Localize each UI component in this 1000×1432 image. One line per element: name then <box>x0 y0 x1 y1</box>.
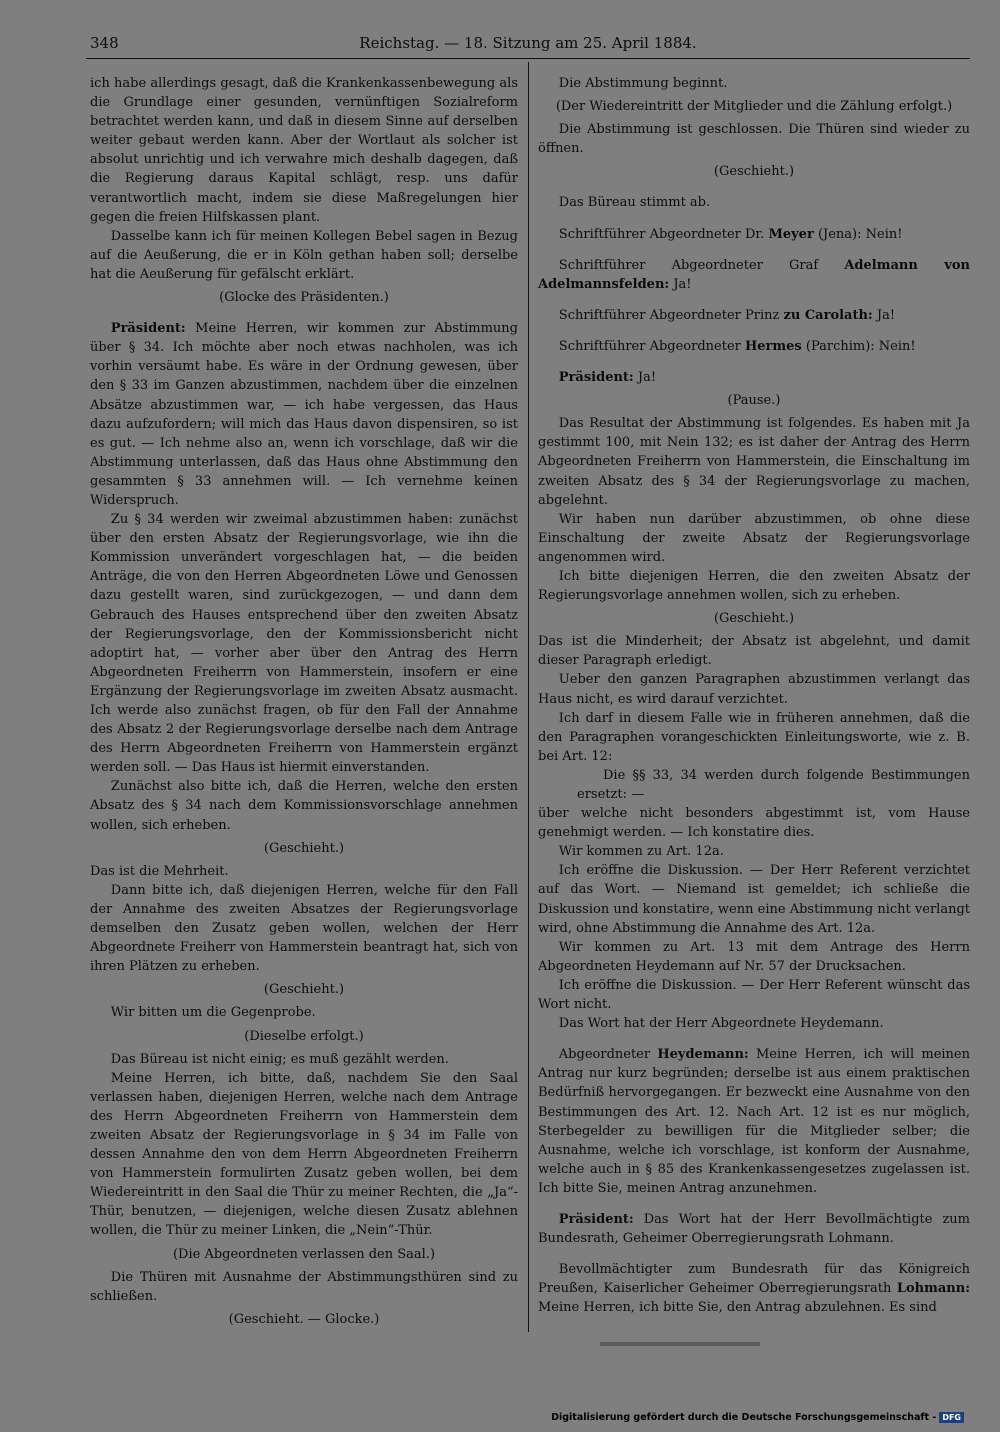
paragraph: Dasselbe kann ich für meinen Kollegen Bebel sagen in Bezug auf die Aeußerung, die er in Köln gethan haben soll; derselbe hat die Aeußerung für gefälscht erklärt. <box>90 228 518 282</box>
paragraph: Zu § 34 werden wir zweimal abzustimmen haben: zunächst über den ersten Absatz der Regierungsvorlage, wie ihn die Kommission unverändert vorgeschlagen hat, — die beiden Anträge, die von den Herren Abgeordneten Löwe und Genossen dazu gestellt waren, sind zurückgezogen, — und dann dem Gebrauch des Hauses entsprechend über den zweiten Absatz der Regierungsvorlage, den der Kommissionsbericht nicht adoptirt hat, — vorher aber über den Antrag des Herrn Abgeordneten Freiherrn von Hammerstein, insofern er eine Ergänzung der Regierungsvorlage im zweiten Absatz ausmacht. Ich werde also zunächst fragen, ob für den Fall der Annahme des Absatz 2 der Regierungsvorlage derselbe nach dem Antrage des Herrn Abgeordneten Freiherrn von Hammerstein ergänzt werden soll. — Das Haus ist hiermit einverstanden. <box>90 512 518 776</box>
stage-direction: (Geschieht.) <box>263 982 345 998</box>
paragraph: Die Thüren mit Ausnahme der Abstimmungsthüren sind zu schließen. <box>90 1269 518 1304</box>
page-header <box>86 34 970 60</box>
speech-president <box>538 1210 970 1248</box>
paragraph: Dann bitte ich, daß diejenigen Herren, welche für den Fall der Annahme des zweiten Absatzes der Regierungsvorlage demselben den Zusatz geben wollen, welchen der Herr Abgeordnete Freiherr von Hammerstein beantragt hat, sich von ihren Plätzen zu erheben. <box>90 882 518 975</box>
page-number: 348 <box>90 34 119 52</box>
stage-direction: (Geschieht.) <box>713 611 795 627</box>
paragraph: Ich eröffne die Diskussion. — Der Herr Referent wünscht das Wort nicht. <box>538 977 970 1013</box>
speaker-title: Abgeordneter <box>558 1047 658 1063</box>
paragraph: Ich darf in diesem Falle wie in früheren annehmen, daß die den Paragraphen vorangeschickten Einleitungsworte, wie z. B. bei Art. 12: <box>538 710 970 764</box>
paragraph: Das ist die Minderheit; der Absatz ist abgelehnt, und damit dieser Paragraph erledigt. <box>538 634 970 669</box>
member-name: Meyer <box>768 226 814 242</box>
paragraph: Die Abstimmung ist geschlossen. Die Thüren sind wieder zu öffnen. <box>538 122 970 157</box>
running-title: Reichstag. — 18. Sitzung am 25. April 1884. <box>359 34 697 52</box>
stage-direction: (Geschieht.) <box>263 840 345 856</box>
paragraph: Ich bitte diejenigen Herren, die den zweiten Absatz der Regierungsvorlage annehmen wollen, sich zu erheben. <box>538 568 970 604</box>
quoted-provision: Die §§ 33, 34 werden durch folgende Bestimmungen ersetzt: — <box>577 767 970 802</box>
speaker-name: Präsident: <box>558 1211 634 1227</box>
paragraph: Ich eröffne die Diskussion. — Der Herr Referent verzichtet auf das Wort. — Niemand ist gemeldet; ich schließe die Diskussion und konstatire, wenn eine Abstimmung nicht verlangt wird, ohne Abstimmung die Annahme des Art. 12a. <box>538 863 970 936</box>
speech-president <box>90 319 518 510</box>
speech-lohmann <box>538 1260 970 1317</box>
speaker-name: Präsident: <box>558 370 634 386</box>
paragraph: Wir haben nun darüber abzustimmen, ob ohne diese Einschaltung der zweite Absatz der Regierungsvorlage angenommen wird. <box>538 511 970 565</box>
footer-text: Digitalisierung gefördert durch die Deutsche Forschungsgemeinschaft - <box>551 1412 937 1423</box>
vote-prefix: Schriftführer Abgeordneter Prinz <box>558 307 784 323</box>
paragraph: Wir bitten um die Gegenprobe. <box>110 1005 316 1021</box>
stage-direction: (Die Abgeordneten verlassen den Saal.) <box>172 1246 436 1262</box>
vote-result: (Jena): Nein! <box>813 226 903 242</box>
stage-direction: (Der Wiedereintritt der Mitglieder und die Zählung erfolgt.) <box>555 99 953 115</box>
vote-result: Ja! <box>669 276 692 292</box>
paragraph: über welche nicht besonders abgestimmt ist, vom Hause genehmigt werden. — Ich konstatire dies. <box>538 806 970 841</box>
speech-president <box>538 368 970 387</box>
speech-text: Ja! <box>633 370 657 386</box>
speaker-name: Heydemann: <box>657 1047 749 1063</box>
speaker-name: Präsident: <box>110 321 186 337</box>
right-column <box>538 74 970 1317</box>
vote-prefix: Schriftführer Abgeordneter Dr. <box>558 226 769 242</box>
paragraph: Wir kommen zu Art. 12a. <box>558 844 724 860</box>
header-rule <box>86 58 970 59</box>
footer-credit <box>551 1412 964 1423</box>
print-smudge <box>600 1342 760 1346</box>
speaker-title: Bevollmächtigter zum Bundesrath für das Königreich Preußen, Kaiserlicher Geheimer Oberregierungsrath <box>538 1262 970 1297</box>
left-column <box>90 74 518 1333</box>
stage-direction: (Dieselbe erfolgt.) <box>244 1028 364 1044</box>
speech-text: Meine Herren, ich bitte Sie, den Antrag abzulehnen. Es sind <box>538 1300 937 1316</box>
dfg-logo: DFG <box>939 1412 964 1423</box>
stage-direction: (Glocke des Präsidenten.) <box>219 290 389 306</box>
member-name: Hermes <box>745 338 802 354</box>
paragraph: ich habe allerdings gesagt, daß die Krankenkassenbewegung als die Grundlage einer gesunden, vernünftigen Sozialreform betrachtet werden kann, und daß in diesem Sinne auf derselben weiter gebaut werden kann. Aber der Wortlaut als solcher ist absolut unrichtig und ich verwahre mich deshalb dagegen, daß die Regierung daraus Kapital schlägt, resp. uns dafür verantwortlich macht, indem sie diese Maßregelungen hier gegen die freien Hilfskassen plant. <box>90 76 518 225</box>
paragraph: Ueber den ganzen Paragraphen abzustimmen verlangt das Haus nicht, es wird darauf verzichtet. <box>538 672 970 707</box>
stage-direction: (Geschieht. — Glocke.) <box>228 1311 380 1327</box>
vote-line <box>538 256 970 294</box>
stage-direction: (Pause.) <box>727 393 781 409</box>
member-name: Adelmann von Adelmannsfelden: <box>538 257 970 292</box>
paragraph: Wir kommen zu Art. 13 mit dem Antrage des Herrn Abgeordneten Heydemann auf Nr. 57 der Drucksachen. <box>538 939 970 974</box>
vote-result: (Parchim): Nein! <box>801 338 916 354</box>
vote-result: Ja! <box>872 307 896 323</box>
vote-line <box>538 225 970 244</box>
paragraph: Das Wort hat der Herr Abgeordnete Heydemann. <box>558 1016 884 1032</box>
paragraph: Zunächst also bitte ich, daß die Herren, welche den ersten Absatz des § 34 nach dem Kommissionsvorschlage annehmen wollen, sich erheben. <box>90 779 518 833</box>
column-divider <box>528 62 529 1332</box>
vote-prefix: Schriftführer Abgeordneter <box>558 338 745 354</box>
speech-text: Das Wort hat der Herr Bevollmächtigte zum Bundesrath, Geheimer Oberregierungsrath Lohmann. <box>538 1211 970 1247</box>
speech-text: Meine Herren, ich will meinen Antrag nur kurz begründen; derselbe ist aus einem praktischen Bedürfniß hervorgegangen. Er bezweckt eine Ausnahme von den Bestimmungen des Art. 12. Nach Art. 12 ist es nur möglich, Sterbegelder zu bewilligen für die Mitglieder selber; die Ausnahme, welche ich vorschlage, ist konform der Ausnahme, welche auch in § 85 des Krankenkassengesetzes zugelassen ist. Ich bitte Sie, meinen Antrag anzunehmen. <box>538 1047 970 1196</box>
paragraph: Meine Herren, ich bitte, daß, nachdem Sie den Saal verlassen haben, diejenigen Herren, welche nach dem Antrage des Herrn Abgeordneten Freiherrn von Hammerstein dem zweiten Absatz der Regierungsvorlage in § 34 im Falle von dessen Annahme den von dem Herrn Abgeordneten Freiherrn von Hammerstein formulirten Zusatz geben wollen, bei dem Wiedereintritt in den Saal die Thür zu meiner Rechten, die „Ja“-Thür, benutzen, — diejenigen, welche diesen Zusatz ablehnen wollen, die Thür zu meiner Linken, die „Nein“-Thür. <box>90 1070 518 1239</box>
speech-text: Meine Herren, wir kommen zur Abstimmung über § 34. Ich möchte aber noch etwas nachholen, was ich vorhin versäumt habe. Es wäre in der Ordnung gewesen, über den § 33 im Ganzen abzustimmen, nachdem über die einzelnen Absätze abzustimmen war, — ich habe vergessen, das Haus dazu aufzufordern; will mich das Haus davon dispensiren, so ist es gut. — Ich nehme also an, wenn ich vorschlage, daß wir die Abstimmung unterlassen, daß das Haus ohne Abstimmung den gesammten § 33 annehmen will. — Ich vernehme keinen Widerspruch. <box>90 321 518 508</box>
paragraph: Das Büreau ist nicht einig; es muß gezählt werden. <box>110 1051 449 1067</box>
vote-line <box>538 337 970 356</box>
speaker-name: Lohmann: <box>896 1281 970 1297</box>
speech-heydemann <box>538 1045 970 1198</box>
member-name: zu Carolath: <box>783 307 873 323</box>
stage-direction: (Geschieht.) <box>713 164 795 180</box>
paragraph: Das Resultat der Abstimmung ist folgendes. Es haben mit Ja gestimmt 100, mit Nein 132; es ist daher der Antrag des Herrn Abgeordneten Freiherrn von Hammerstein, die Einschaltung im zweiten Absatz des § 34 der Regierungsvorlage zu machen, abgelehnt. <box>538 416 970 508</box>
paragraph: Die Abstimmung beginnt. <box>558 76 728 91</box>
vote-line <box>538 306 970 325</box>
vote-prefix: Schriftführer Abgeordneter Graf <box>558 257 845 273</box>
paragraph: Das Büreau stimmt ab. <box>558 195 711 211</box>
paragraph: Das ist die Mehrheit. <box>90 863 229 879</box>
